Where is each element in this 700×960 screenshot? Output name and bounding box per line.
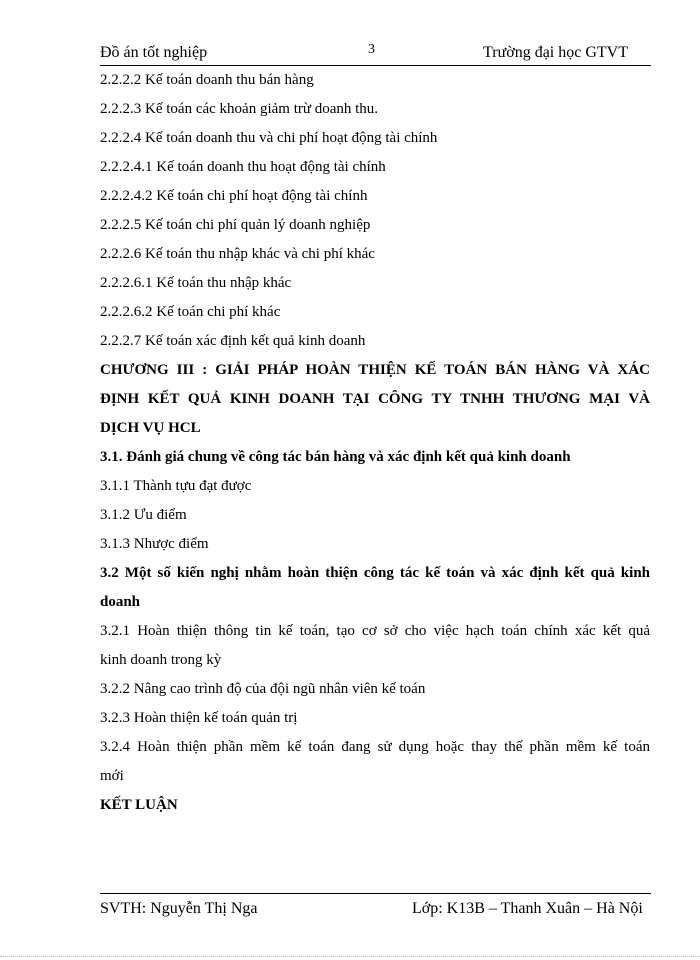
- toc-entry: doanh: [100, 594, 141, 610]
- toc-entry: 2.2.2.5 Kế toán chi phí quản lý doanh nghiệp: [100, 217, 371, 233]
- toc-entry: mới: [100, 768, 124, 784]
- toc-entry: 2.2.2.6 Kế toán thu nhập khác và chi phí khác: [100, 246, 375, 262]
- page-edge: [0, 956, 700, 957]
- toc-entry: CHƯƠNG III : GIẢI PHÁP HOÀN THIỆN KẾ TOÁN BÁN HÀNG VÀ XÁC: [100, 362, 650, 378]
- toc-entry: 3.2.1 Hoàn thiện thông tin kế toán, tạo cơ sở cho việc hạch toán chính xác kết quả: [100, 623, 650, 639]
- toc-entry: 2.2.2.3 Kế toán các khoản giảm trừ doanh thu.: [100, 101, 379, 117]
- toc-entry: 2.2.2.6.1 Kế toán thu nhập khác: [100, 275, 292, 291]
- toc-entry: 3.1.3 Nhược điểm: [100, 536, 209, 552]
- toc-entry: 3.1.2 Ưu điểm: [100, 507, 187, 523]
- header-thesis-label: Đồ án tốt nghiệp: [100, 44, 208, 61]
- toc-entry: DỊCH VỤ HCL: [100, 420, 201, 436]
- toc-entry: 3.2.4 Hoàn thiện phần mềm kế toán đang sử dụng hoặc thay thế phần mềm kế toán: [100, 739, 650, 755]
- header-university: Trường đại học GTVT: [483, 44, 628, 61]
- toc-entry: 3.1.1 Thành tựu đạt được: [100, 478, 252, 494]
- toc-entry: 2.2.2.4.2 Kế toán chi phí hoạt động tài chính: [100, 188, 368, 204]
- table-of-contents: [100, 70, 650, 824]
- footer-rule: [100, 893, 651, 894]
- toc-entry: KẾT LUẬN: [100, 797, 178, 813]
- toc-entry: 3.2.3 Hoàn thiện kế toán quản trị: [100, 710, 298, 726]
- toc-entry: 2.2.2.4 Kế toán doanh thu và chi phí hoạt động tài chính: [100, 130, 438, 146]
- toc-entry: 2.2.2.2 Kế toán doanh thu bán hàng: [100, 72, 314, 88]
- header-rule: [100, 65, 651, 66]
- toc-entry: 2.2.2.6.2 Kế toán chi phí khác: [100, 304, 281, 320]
- toc-entry: 2.2.2.4.1 Kế toán doanh thu hoạt động tài chính: [100, 159, 386, 175]
- footer-class: Lớp: K13B – Thanh Xuân – Hà Nội: [412, 900, 643, 917]
- page-header: [100, 44, 650, 66]
- toc-entry: ĐỊNH KẾT QUẢ KINH DOANH TẠI CÔNG TY TNHH THƯƠNG MẠI VÀ: [100, 391, 650, 407]
- toc-entry: kinh doanh trong kỳ: [100, 652, 222, 668]
- toc-entry: 2.2.2.7 Kế toán xác định kết quả kinh doanh: [100, 333, 366, 349]
- page-number: 3: [368, 42, 375, 57]
- toc-entry: 3.2 Một số kiến nghị nhằm hoàn thiện công tác kế toán và xác định kết quả kinh: [100, 565, 650, 581]
- toc-entry: 3.2.2 Nâng cao trình độ của đội ngũ nhân viên kế toán: [100, 681, 426, 697]
- toc-entry: 3.1. Đánh giá chung về công tác bán hàng và xác định kết quả kinh doanh: [100, 449, 571, 465]
- footer-student: SVTH: Nguyễn Thị Nga: [100, 900, 258, 917]
